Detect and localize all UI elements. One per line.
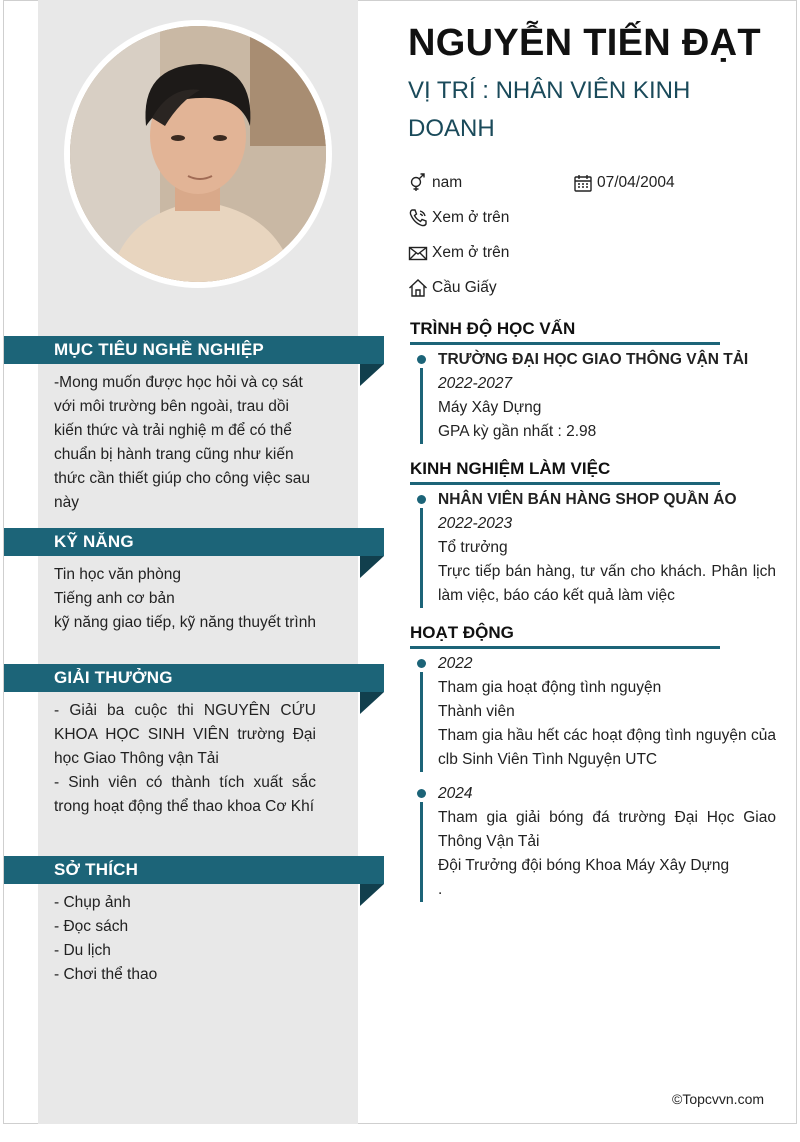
award-item: - Giải ba cuộc thi NGUYÊN CỨU KHOA HỌC SINH VIÊN trường Đại học Giao Thông vận Tải bbox=[54, 702, 316, 767]
email-row bbox=[408, 242, 509, 264]
activity-role: Đội Trưởng đội bóng Khoa Máy Xây Dựng bbox=[438, 857, 730, 874]
home-icon bbox=[408, 278, 428, 298]
awards-list bbox=[54, 699, 316, 819]
envelope-icon bbox=[408, 243, 428, 263]
address-value: Cầu Giấy bbox=[432, 279, 497, 296]
experience-underline bbox=[410, 482, 720, 485]
email-value: Xem ở trên bbox=[432, 244, 510, 261]
candidate-name: NGUYỄN TIẾN ĐẠT bbox=[408, 22, 761, 64]
hobby-item: - Chụp ảnh bbox=[54, 894, 131, 911]
education-heading: TRÌNH ĐỘ HỌC VẤN bbox=[410, 319, 576, 338]
awards-heading: GIẢI THƯỞNG bbox=[4, 664, 384, 692]
objective-heading: MỤC TIÊU NGHỀ NGHIỆP bbox=[4, 336, 384, 364]
activities-underline bbox=[410, 646, 720, 649]
education-underline bbox=[410, 342, 720, 345]
timeline-line bbox=[420, 508, 423, 608]
activity-item bbox=[438, 652, 776, 772]
position-title: VỊ TRÍ : NHÂN VIÊN KINH DOANH bbox=[408, 77, 691, 142]
experience-role: Tổ trưởng bbox=[438, 539, 508, 556]
experience-desc: Trực tiếp bán hàng, tư vấn cho khách. Phân lịch làm việc, báo cáo kết quả làm việc bbox=[438, 563, 776, 604]
address-row bbox=[408, 277, 497, 299]
timeline-dot bbox=[417, 789, 426, 798]
hobby-item: - Đọc sách bbox=[54, 918, 129, 935]
award-item: - Sinh viên có thành tích xuất sắc trong hoạt động thể thao khoa Cơ Khí bbox=[54, 774, 316, 815]
timeline-dot bbox=[417, 659, 426, 668]
activity-year: 2024 bbox=[438, 785, 473, 802]
experience-company: NHÂN VIÊN BÁN HÀNG SHOP QUẦN ÁO bbox=[438, 491, 737, 508]
phone-value: Xem ở trên bbox=[432, 209, 510, 226]
education-block bbox=[438, 348, 776, 444]
skills-list bbox=[54, 563, 316, 635]
timeline-line bbox=[420, 368, 423, 444]
activities-heading: HOẠT ĐỘNG bbox=[410, 623, 514, 642]
skill-item: Tin học văn phòng bbox=[54, 566, 181, 583]
gender-value: nam bbox=[432, 174, 463, 191]
activity-desc: Tham gia hầu hết các hoạt động tình nguyện của clb Sinh Viên Tình Nguyện UTC bbox=[438, 727, 776, 768]
calendar-icon bbox=[573, 173, 593, 193]
activity-title: Tham gia hoạt động tình nguyện bbox=[438, 679, 662, 696]
birthdate-row bbox=[573, 172, 675, 194]
phone-row bbox=[408, 207, 509, 229]
hobby-item: - Chơi thể thao bbox=[54, 966, 158, 983]
education-gpa: GPA kỳ gần nhất : 2.98 bbox=[438, 423, 597, 440]
hobby-item: - Du lịch bbox=[54, 942, 111, 959]
gender-icon bbox=[408, 173, 428, 193]
phone-icon bbox=[408, 208, 428, 228]
footer-watermark: ©Topcvvn.com bbox=[672, 1091, 765, 1107]
activity-title: Tham gia giải bóng đá trường Đại Học Giao Thông Vận Tải bbox=[438, 809, 776, 850]
activity-desc: . bbox=[438, 881, 443, 898]
skill-item: Tiếng anh cơ bản bbox=[54, 590, 175, 607]
activity-item bbox=[438, 782, 776, 902]
experience-period: 2022-2023 bbox=[438, 515, 513, 532]
timeline-dot bbox=[417, 355, 426, 364]
timeline-dot bbox=[417, 495, 426, 504]
education-period: 2022-2027 bbox=[438, 375, 513, 392]
objective-text: -Mong muốn được học hỏi và cọ sát với môi trường bên ngoài, trau dồi kiến thức và trải nghiệ m để có thể chuẩn bị hành trang cũng như kiến thức cần thiết giúp cho công việc sau này bbox=[54, 374, 310, 511]
timeline-line bbox=[420, 802, 423, 902]
hobbies-heading: SỞ THÍCH bbox=[4, 856, 384, 884]
education-major: Máy Xây Dựng bbox=[438, 399, 542, 416]
timeline-line bbox=[420, 672, 423, 772]
skill-item: kỹ năng giao tiếp, kỹ năng thuyết trình bbox=[54, 614, 316, 631]
experience-heading: KINH NGHIỆM LÀM VIỆC bbox=[410, 459, 611, 478]
gender-row bbox=[408, 172, 462, 194]
avatar bbox=[70, 26, 326, 282]
skills-heading: KỸ NĂNG bbox=[4, 528, 384, 556]
experience-block bbox=[438, 488, 776, 608]
school-name: TRƯỜNG ĐẠI HỌC GIAO THÔNG VẬN TẢI bbox=[438, 351, 749, 368]
hobbies-list bbox=[54, 891, 316, 987]
birthdate-value: 07/04/2004 bbox=[597, 174, 675, 191]
activity-year: 2022 bbox=[438, 655, 473, 672]
activity-role: Thành viên bbox=[438, 703, 515, 720]
